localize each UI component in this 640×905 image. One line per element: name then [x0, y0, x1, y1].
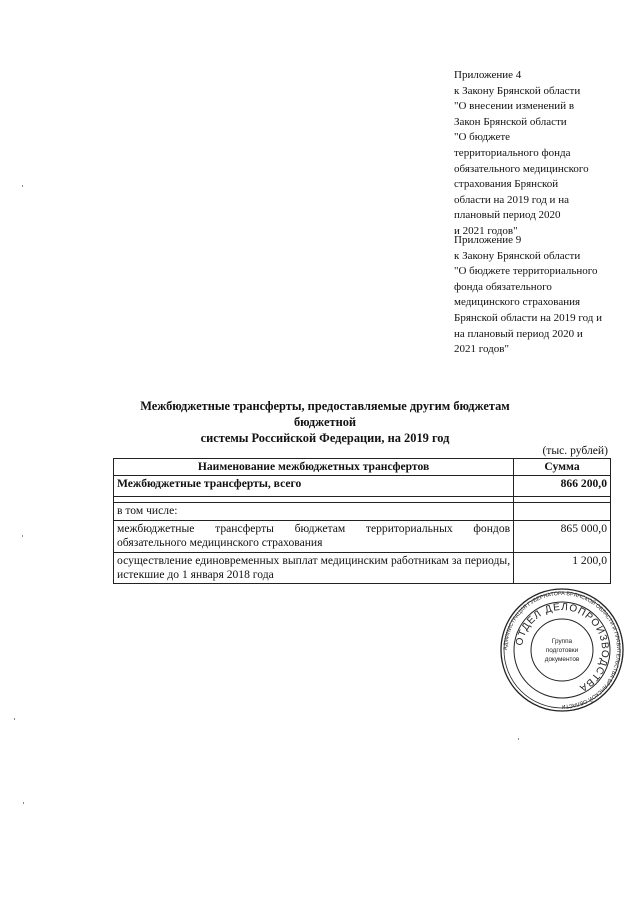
- row-sum: 865 000,0: [514, 520, 611, 552]
- table-header-row: [114, 459, 611, 476]
- annex-4-line: "О бюджете: [454, 131, 511, 144]
- row-sum: 1 200,0: [514, 552, 611, 584]
- total-sum: 866 200,0: [514, 476, 611, 497]
- annex-9-line: Приложение 9: [454, 234, 522, 246]
- scan-speck: [22, 185, 23, 187]
- annex-9-line: фонда обязательного: [454, 280, 552, 293]
- title-line-2: системы Российской Федерации, на 2019 год: [200, 431, 450, 445]
- annex-4-line: Приложение 4: [454, 69, 522, 81]
- scan-speck: [22, 535, 23, 537]
- annex-4-line: плановый период 2020: [454, 209, 561, 222]
- annex-4-line: области на 2019 год и на: [454, 193, 569, 206]
- annex-4-line: к Закону Брянской области: [454, 84, 581, 97]
- table-row-including: [114, 503, 611, 520]
- annex-4-line: страхования Брянской: [454, 178, 559, 191]
- including-label: в том числе:: [114, 503, 514, 520]
- title-line-1: Межбюджетные трансферты, предоставляемые другим бюджетам бюджетной: [140, 399, 510, 429]
- header-sum: Сумма: [514, 459, 611, 476]
- stamp-center-line: документов: [544, 656, 580, 663]
- annex-4-block: [454, 68, 612, 240]
- annex-4-line: территориального фонда: [454, 146, 571, 159]
- annex-9-line: к Закону Брянской области: [454, 249, 581, 262]
- row-name: межбюджетные трансферты бюджетам территориальных фондов обязательного медицинского страхования: [114, 520, 514, 552]
- stamp-outer-textpath: АДМИНИСТРАЦИЯ ГУБЕРНАТОРА БРЯНСКОЙ ОБЛАСТИ И ПРАВИТЕЛЬСТВА БРЯНСКОЙ ОБЛАСТИ: [502, 590, 622, 710]
- stamp-middle-textpath: ОТДЕЛ ДЕЛОПРОИЗВОДСТВА: [514, 601, 611, 694]
- including-sum-cell: [514, 503, 611, 520]
- annex-4-line: и 2021 годов": [454, 224, 518, 237]
- annex-4-line: Закон Брянской области: [454, 115, 567, 128]
- annex-9-line: "О бюджете территориального: [454, 265, 598, 278]
- table-row: [114, 520, 611, 552]
- transfers-table: [113, 458, 611, 584]
- stamp-center-line: подготовки: [545, 647, 579, 654]
- scan-speck: [14, 718, 15, 720]
- annex-9-line: 2021 годов": [454, 343, 509, 356]
- annex-9-line: на плановый период 2020 и: [454, 327, 583, 340]
- annex-9-line: Брянской области на 2019 год и: [454, 311, 603, 324]
- annex-4-line: "О внесении изменений в: [454, 100, 575, 113]
- stamp-center-line: Группа: [551, 638, 573, 645]
- table-row: [114, 552, 611, 584]
- header-name: Наименование межбюджетных трансфертов: [114, 459, 514, 476]
- document-title: [110, 398, 540, 446]
- table-row-total: [114, 476, 611, 497]
- annex-4-line: обязательного медицинского: [454, 162, 589, 175]
- official-stamp-seal: [500, 588, 624, 712]
- units-label: (тыс. рублей): [542, 444, 608, 457]
- total-name: Межбюджетные трансферты, всего: [114, 476, 514, 497]
- row-name: осуществление единовременных выплат медицинским работникам за периоды, истекшие до 1 января 2018 года: [114, 552, 514, 584]
- scan-speck: [518, 738, 519, 740]
- scan-speck: [23, 802, 24, 804]
- annex-9-line: медицинского страхования: [454, 296, 581, 309]
- annex-9-block: [454, 233, 612, 358]
